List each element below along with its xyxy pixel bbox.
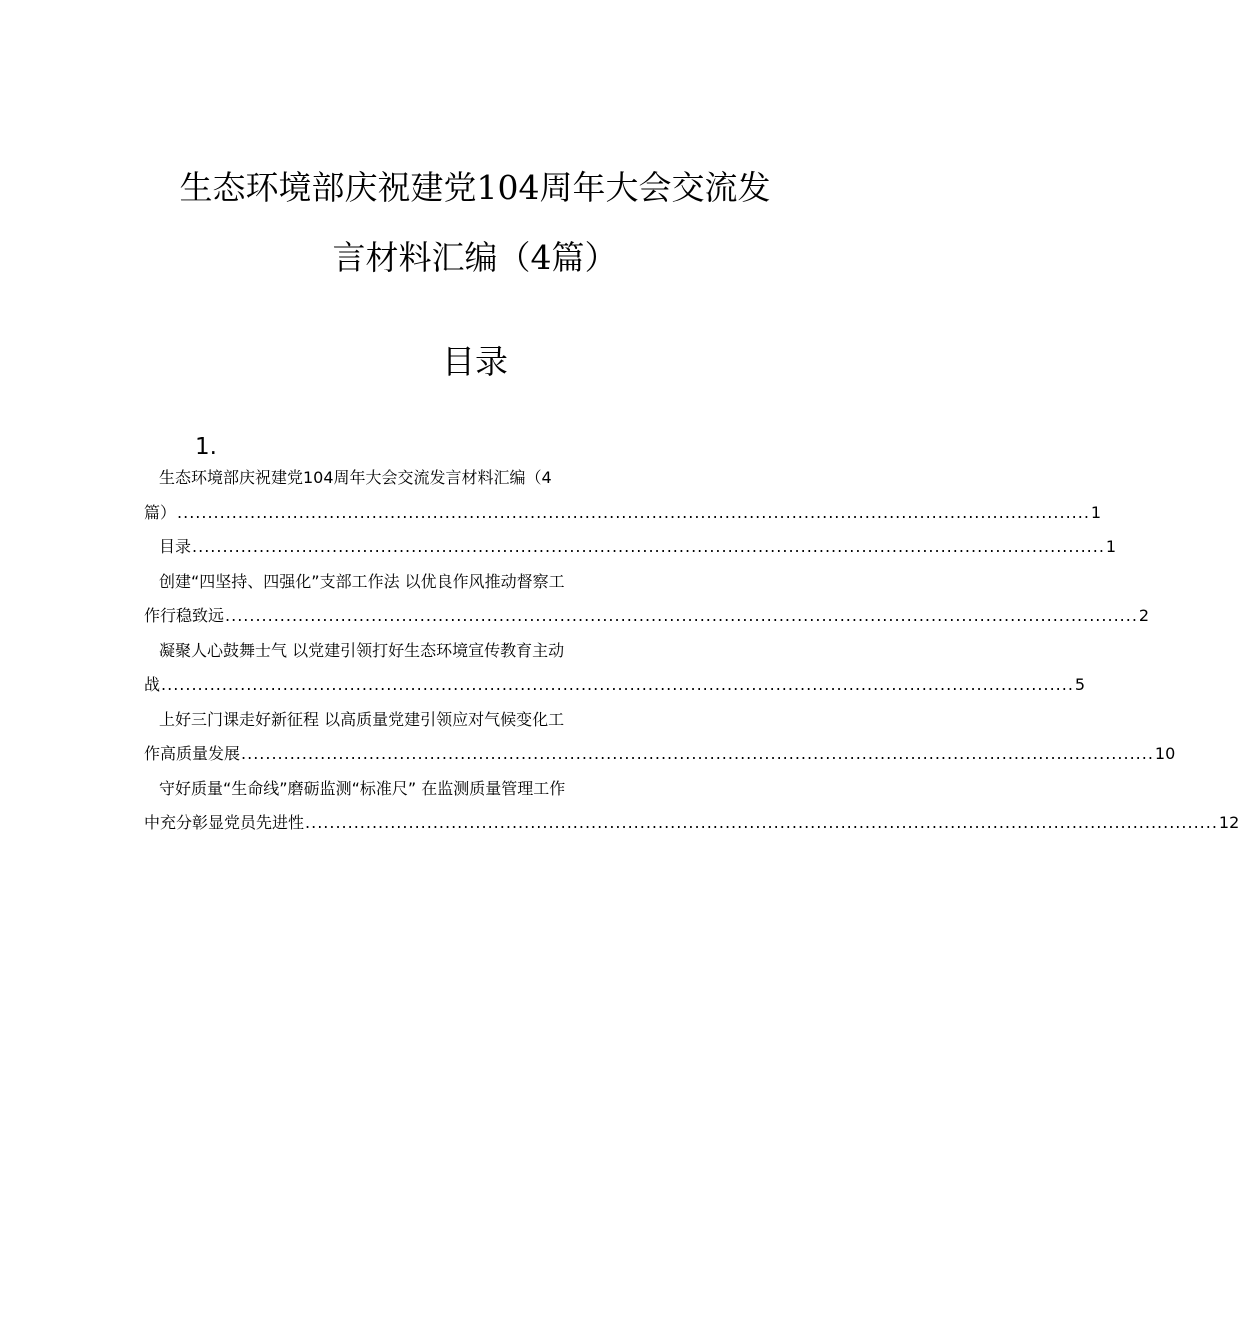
toc-entry-line <box>144 707 805 742</box>
toc-list-number: 1. <box>195 434 217 460</box>
toc-entry-line <box>144 534 1117 569</box>
toc-page-number: 1 <box>1090 502 1102 522</box>
table-of-contents <box>144 465 1239 845</box>
toc-page-number: 12 <box>1218 813 1239 832</box>
toc-entry-title: 生态环境部庆祝建党104周年大会交流发言材料汇编（4 <box>159 468 552 487</box>
document-title-line-1: 生态环境部庆祝建党104周年大会交流发 <box>179 168 771 207</box>
toc-heading: 目录 <box>442 342 508 381</box>
toc-entry[interactable] <box>144 534 1117 569</box>
toc-leader-dots: ...................................................................................................................................................... <box>177 502 1090 522</box>
toc-entry-line <box>144 500 1102 535</box>
toc-leader-dots: ...................................................................................................................................................... <box>225 606 1138 625</box>
toc-entry[interactable] <box>144 707 1176 776</box>
toc-page-number: 5 <box>1074 675 1086 694</box>
toc-entry-title: 守好质量“生命线”磨砺监测“标准尺” 在监测质量管理工作 <box>159 778 566 798</box>
toc-page-number: 10 <box>1154 744 1176 763</box>
toc-entry[interactable] <box>144 569 1150 638</box>
toc-page-number: 2 <box>1138 606 1150 625</box>
toc-entry-title-continued: 战 <box>144 675 161 694</box>
toc-entry-line <box>144 569 805 604</box>
document-title-line-2: 言材料汇编（4篇） <box>332 238 618 277</box>
toc-leader-dots: ...................................................................................................................................................... <box>161 675 1074 694</box>
toc-leader-dots: ...................................................................................................................................................... <box>241 744 1154 763</box>
toc-entry-title-continued: 作行稳致远 <box>144 606 225 625</box>
toc-leader-dots: ...................................................................................................................................................... <box>305 813 1218 832</box>
toc-entry-line <box>144 776 805 811</box>
toc-entry-title: 创建“四坚持、四强化”支部工作法 以优良作风推动督察工 <box>159 571 565 591</box>
toc-page-number: 1 <box>1105 537 1117 556</box>
toc-entry-title: 凝聚人心鼓舞士气 以党建引领打好生态环境宣传教育主动 <box>159 640 565 660</box>
toc-entry-title-continued: 中充分彰显党员先进性 <box>144 813 305 832</box>
toc-entry[interactable] <box>144 638 1086 707</box>
toc-entry-title-continued: 篇） <box>144 502 177 522</box>
toc-entry[interactable] <box>144 465 1102 534</box>
toc-entry-line <box>144 810 1239 845</box>
toc-entry[interactable] <box>144 776 1239 845</box>
toc-entry-title: 目录 <box>159 537 192 556</box>
toc-leader-dots: ...................................................................................................................................................... <box>192 537 1105 556</box>
toc-entry-line <box>144 638 805 673</box>
toc-entry-title-continued: 作高质量发展 <box>144 744 241 763</box>
toc-entry-line <box>144 741 1176 776</box>
toc-entry-line <box>144 603 1150 638</box>
toc-entry-line <box>144 672 1086 707</box>
toc-entry-line <box>144 465 805 500</box>
toc-entry-title: 上好三门课走好新征程 以高质量党建引领应对气候变化工 <box>159 709 565 729</box>
